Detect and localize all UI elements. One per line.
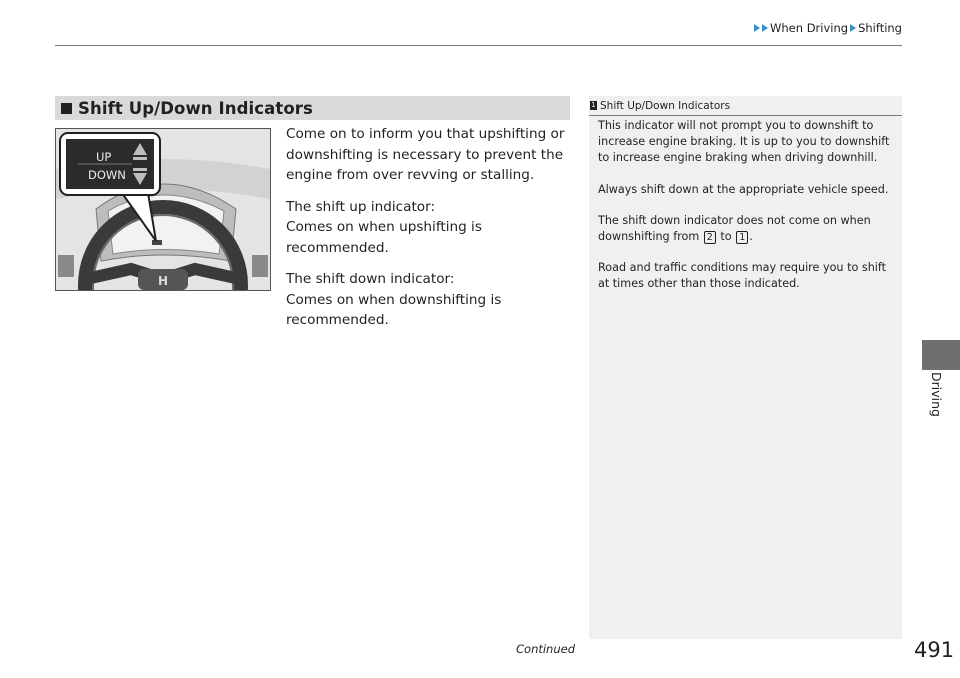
note-paragraph-engine-braking: This indicator will not prompt you to downshift to increase engine braking. It is up to you to downshift to increase engine braking when driving downhill. [598, 119, 890, 165]
note-title-bar [589, 96, 902, 116]
breadcrumb-item-when-driving[interactable]: When Driving [770, 21, 849, 35]
note-downshift-to: to [720, 230, 732, 244]
note-downshift-text: The shift down indicator does not come on when downshifting from [598, 213, 871, 244]
note-body [598, 118, 896, 308]
chapter-tab-label [920, 372, 960, 432]
instrument-panel-illustration [55, 128, 271, 291]
gear-1-keycap: 1 [736, 231, 748, 244]
breadcrumb [0, 18, 902, 38]
chapter-label-text: Driving [929, 372, 944, 417]
shift-down-label: DOWN [88, 168, 126, 182]
dashboard-drawing [56, 129, 270, 290]
breadcrumb-item-shifting[interactable]: Shifting [858, 21, 902, 35]
breadcrumb-arrow-icon [754, 24, 760, 32]
svg-text:H: H [157, 274, 169, 288]
note-reference-icon: 1 [591, 101, 596, 109]
shift-down-heading: The shift down indicator: [286, 271, 455, 287]
header-rule [55, 45, 902, 46]
note-title: Shift Up/Down Indicators [600, 99, 731, 112]
section-heading [55, 96, 570, 120]
chapter-tab[interactable] [922, 340, 960, 370]
section-title: Shift Up/Down Indicators [78, 98, 313, 118]
breadcrumb-arrow-icon [762, 24, 768, 32]
shift-up-description: Comes on when upshifting is recommended. [286, 219, 482, 256]
section-bullet-icon [61, 103, 72, 114]
note-downshift-period: . [749, 230, 753, 244]
note-paragraph-road-conditions: Road and traffic conditions may require you to shift at times other than those indicated. [598, 261, 887, 291]
note-paragraph-downshift [598, 213, 896, 245]
shift-up-label: UP [96, 150, 112, 164]
breadcrumb-arrow-icon [850, 24, 856, 32]
shift-down-description: Comes on when downshifting is recommended. [286, 291, 502, 328]
intro-paragraph: Come on to inform you that upshifting or downshifting is necessary to prevent the engine from over revving or stalling. [286, 126, 565, 183]
body-text [286, 124, 576, 342]
gear-2-keycap: 2 [704, 231, 716, 244]
note-paragraph-vehicle-speed: Always shift down at the appropriate vehicle speed. [598, 182, 889, 196]
shift-up-heading: The shift up indicator: [286, 198, 436, 215]
continued-label: Continued [516, 642, 576, 656]
page-number: 491 [914, 638, 955, 662]
